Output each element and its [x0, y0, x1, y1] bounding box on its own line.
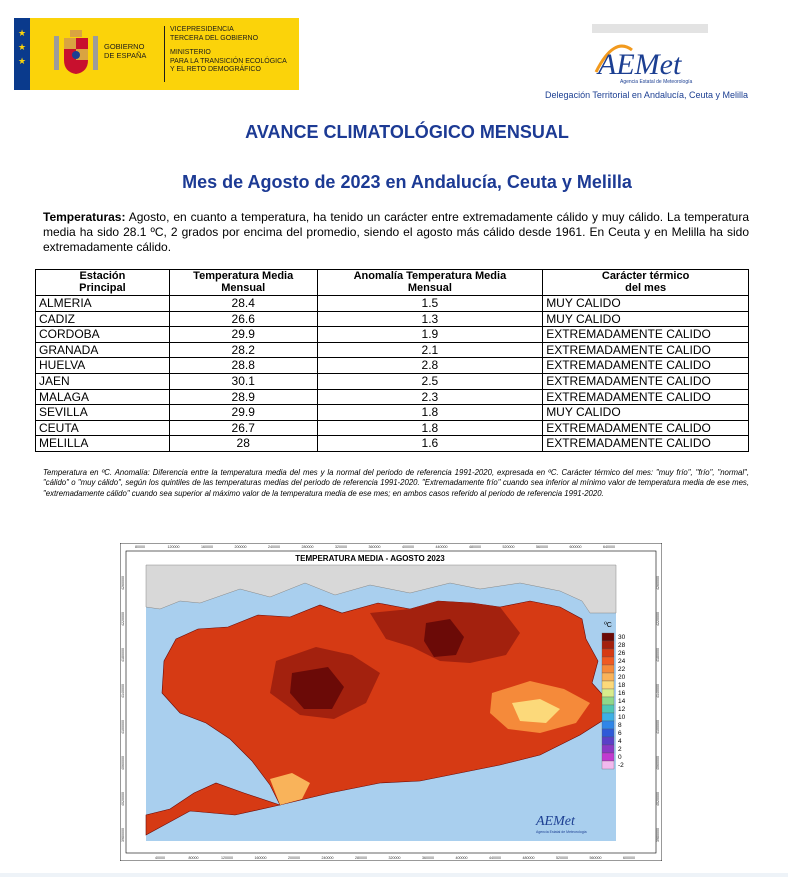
axis-tick-label: 4220000 [656, 612, 660, 626]
intro-label: Temperaturas: [43, 210, 126, 224]
axis-tick-label: 320000 [388, 856, 401, 860]
legend-label: 20 [618, 674, 626, 681]
legend-swatch [602, 641, 614, 649]
gov-name-line: DE ESPAÑA [104, 51, 147, 60]
legend-swatch [602, 649, 614, 657]
legend-swatch [602, 665, 614, 673]
table-cell: 2.1 [317, 342, 543, 358]
axis-tick-label: 4180000 [656, 648, 660, 662]
axis-tick-label: 200000 [288, 856, 300, 860]
legend-label: 28 [618, 642, 626, 649]
header-line: Anomalía Temperatura Media [353, 270, 507, 282]
legend-label: 12 [618, 706, 626, 713]
legend-swatch [602, 753, 614, 761]
ministry-line: Y EL RETO DEMOGRÁFICO [170, 66, 261, 73]
page-title: AVANCE CLIMATOLÓGICO MENSUAL [245, 122, 569, 142]
table-cell: EXTREMADAMENTE CALIDO [543, 373, 749, 389]
legend-label: 14 [618, 698, 626, 705]
axis-tick-label: 280000 [355, 856, 367, 860]
map-logo-subtitle: Agencia Estatal de Meteorología [536, 830, 587, 834]
page-subtitle: Mes de Agosto de 2023 en Andalucía, Ceuta y Melilla [182, 172, 632, 192]
table-cell: EXTREMADAMENTE CALIDO [543, 342, 749, 358]
legend-swatch [602, 705, 614, 713]
axis-tick-label: 360000 [422, 856, 434, 860]
legend-label: 10 [618, 714, 626, 721]
axis-tick-label: 160000 [201, 545, 213, 549]
table-cell: 28 [169, 436, 317, 452]
gov-name-line: GOBIERNO [104, 42, 145, 51]
column-header [543, 270, 749, 296]
axis-tick-label: 4100000 [656, 720, 660, 734]
table-cell: GRANADA [36, 342, 170, 358]
legend-label: 18 [618, 682, 626, 689]
table-cell: 1.9 [317, 327, 543, 343]
table-cell: EXTREMADAMENTE CALIDO [543, 436, 749, 452]
table-cell: 2.8 [317, 358, 543, 374]
header-line: Temperatura Media [193, 270, 294, 282]
axis-tick-label: 3980000 [121, 828, 125, 842]
column-header [36, 270, 170, 296]
ministry-line: VICEPRESIDENCIA [170, 26, 234, 33]
table-cell: MUY CALIDO [543, 296, 749, 312]
legend-swatch [602, 745, 614, 753]
divider [164, 26, 165, 82]
page-header [0, 0, 788, 110]
table-row [36, 436, 749, 452]
axis-tick-label: 440000 [435, 545, 448, 549]
axis-tick-label: 4020000 [656, 792, 660, 806]
axis-tick-label: 4220000 [121, 612, 125, 626]
axis-tick-label: 640000 [603, 545, 615, 549]
axis-tick-label: 4060000 [121, 756, 125, 770]
axis-tick-label: 280000 [301, 545, 314, 549]
legend-swatch [602, 729, 614, 737]
legend-label: 8 [618, 722, 622, 729]
legend-swatch [602, 681, 614, 689]
column-header [169, 270, 317, 296]
axis-tick-label: 120000 [221, 856, 233, 860]
legend-label: 2 [618, 746, 622, 753]
aemet-subtitle: Agencia Estatal de Meteorología [620, 79, 693, 85]
table-cell: MELILLA [36, 436, 170, 452]
legend-label: 4 [618, 738, 622, 745]
axis-tick-label: 440000 [489, 856, 501, 860]
axis-tick-label: 4180000 [121, 648, 125, 662]
table-cell: ALMERIA [36, 296, 170, 312]
table-cell: 2.5 [317, 373, 543, 389]
axis-tick-label: 320000 [335, 545, 347, 549]
gobierno-name [104, 42, 164, 60]
table-row [36, 389, 749, 405]
table-cell: EXTREMADAMENTE CALIDO [543, 327, 749, 343]
legend-swatch [602, 657, 614, 665]
axis-tick-label: 4260000 [121, 576, 125, 590]
table-cell: MUY CALIDO [543, 311, 749, 327]
legend-label: 22 [618, 666, 626, 673]
delegation-name: Delegación Territorial en Andalucía, Ceuta y Melilla [545, 90, 748, 100]
table-cell: 28.4 [169, 296, 317, 312]
table-cell: 1.3 [317, 311, 543, 327]
table-row [36, 327, 749, 343]
legend-label: 24 [618, 658, 626, 665]
table-cell: 29.9 [169, 327, 317, 343]
table-header-row [36, 270, 749, 296]
ministry-name [170, 26, 300, 75]
map-title: TEMPERATURA MEDIA - AGOSTO 2023 [295, 554, 445, 563]
axis-tick-label: 520000 [502, 545, 515, 549]
table-cell: CEUTA [36, 420, 170, 436]
footnote: Temperatura en ºC. Anomalía: Diferencia entre la temperatura media del mes y la normal del periodo de referencia 1991-2020, expresada en ºC. Carácter térmico del mes: "muy frío", "frío", "normal", "cálido" o "muy cálido", según los quintiles de las temperaturas medias del periodo de referencia 1991-2020. "Extremadamente frío" cuando sea inferior al mínimo valor de temperatura media de ese mes, "extremadamente cálido" cuando sea superior al máximo valor de la temperatura media de ese mes; en ambos casos referido al periodo de referencia 1991-2020. [43, 468, 749, 498]
axis-tick-label: 4100000 [121, 720, 125, 734]
table-cell: CORDOBA [36, 327, 170, 343]
axis-tick-label: 240000 [268, 545, 280, 549]
intro-text: Agosto, en cuanto a temperatura, ha tenido un carácter entre extremadamente cálido y muy cálido. La temperatura media ha sido 28.1 ºC, 2 grados por encima del promedio, siendo el agosto más cálido desde 1961. En Ceuta y en Melilla ha sido extremadamente cálido. [43, 210, 749, 254]
axis-tick-label: 4060000 [656, 756, 660, 770]
axis-tick-label: 120000 [167, 545, 180, 549]
header-line: Estación [79, 270, 126, 282]
table-cell: 1.6 [317, 436, 543, 452]
axis-tick-label: 80000 [135, 545, 145, 549]
legend-swatch [602, 713, 614, 721]
header-bar [592, 24, 708, 33]
legend-swatch [602, 689, 614, 697]
axis-tick-label: 3980000 [656, 828, 660, 842]
ministry-line: PARA LA TRANSICIÓN ECOLÓGICA [170, 57, 287, 65]
table-cell: MALAGA [36, 389, 170, 405]
axis-tick-label: 480000 [469, 545, 481, 549]
aemet-logo-text: AEMet [598, 48, 682, 81]
axis-tick-label: 4260000 [656, 576, 660, 590]
legend-label: 16 [618, 690, 626, 697]
table-cell: 29.9 [169, 405, 317, 421]
table-body [36, 296, 749, 452]
bottom-strip [0, 873, 788, 877]
header-line: Principal [79, 281, 126, 294]
table-row [36, 342, 749, 358]
table-cell: EXTREMADAMENTE CALIDO [543, 358, 749, 374]
map-logo-text: AEMet [536, 814, 575, 829]
ministry-line: MINISTERIO [170, 49, 211, 56]
axis-tick-label: 560000 [536, 545, 548, 549]
header-line: del mes [625, 281, 667, 294]
gobierno-logo [14, 18, 299, 90]
table-cell: 26.6 [169, 311, 317, 327]
table-cell: JAEN [36, 373, 170, 389]
table-cell: EXTREMADAMENTE CALIDO [543, 389, 749, 405]
legend-swatch [602, 721, 614, 729]
temperature-map [120, 543, 662, 861]
table-row [36, 358, 749, 374]
table-cell: 28.8 [169, 358, 317, 374]
legend-swatch [602, 737, 614, 745]
table-cell: 28.2 [169, 342, 317, 358]
legend-swatch [602, 761, 614, 769]
axis-tick-label: 40000 [155, 856, 165, 860]
legend-swatch [602, 697, 614, 705]
axis-tick-label: 80000 [188, 856, 199, 860]
axis-tick-label: 160000 [254, 856, 267, 860]
axis-tick-label: 4020000 [121, 792, 125, 806]
legend-label: 6 [618, 730, 622, 737]
column-header [317, 270, 543, 296]
axis-tick-label: 4140000 [656, 684, 660, 698]
legend-label: 30 [618, 634, 626, 641]
legend-label: 26 [618, 650, 626, 657]
axis-tick-label: 4140000 [121, 684, 125, 698]
axis-tick-label: 560000 [589, 856, 602, 860]
table-cell: SEVILLA [36, 405, 170, 421]
legend-label: 0 [618, 754, 622, 761]
table-cell: 28.9 [169, 389, 317, 405]
table-cell: HUELVA [36, 358, 170, 374]
table-cell: 1.5 [317, 296, 543, 312]
coat-of-arms-icon [50, 28, 102, 80]
header-line: Carácter térmico [601, 270, 690, 282]
intro-paragraph [43, 210, 749, 255]
legend-swatch [602, 633, 614, 641]
axis-tick-label: 200000 [234, 545, 247, 549]
axis-tick-label: 600000 [569, 545, 582, 549]
table-cell: 1.8 [317, 420, 543, 436]
table-row [36, 373, 749, 389]
axis-tick-label: 240000 [321, 856, 334, 860]
axis-tick-label: 360000 [368, 545, 381, 549]
table-cell: CADIZ [36, 311, 170, 327]
legend-label: -2 [618, 762, 624, 769]
table-row [36, 296, 749, 312]
axis-tick-label: 480000 [522, 856, 535, 860]
table-cell: 26.7 [169, 420, 317, 436]
axis-tick-label: 400000 [455, 856, 468, 860]
table-cell: MUY CALIDO [543, 405, 749, 421]
header-line: Mensual [221, 281, 266, 294]
eu-stars: ★ ★ ★ [14, 18, 30, 90]
table-row [36, 311, 749, 327]
table-cell: EXTREMADAMENTE CALIDO [543, 420, 749, 436]
table-row [36, 420, 749, 436]
table-row [36, 405, 749, 421]
axis-tick-label: 400000 [402, 545, 414, 549]
header-line: Mensual [407, 281, 452, 294]
table-cell: 30.1 [169, 373, 317, 389]
axis-tick-label: 520000 [556, 856, 568, 860]
ministry-line: TERCERA DEL GOBIERNO [170, 34, 259, 42]
table-cell: 2.3 [317, 389, 543, 405]
table-cell: 1.8 [317, 405, 543, 421]
legend-swatch [602, 673, 614, 681]
axis-tick-label: 600000 [623, 856, 635, 860]
legend-unit: ºC [604, 622, 612, 629]
stations-table [35, 269, 749, 452]
